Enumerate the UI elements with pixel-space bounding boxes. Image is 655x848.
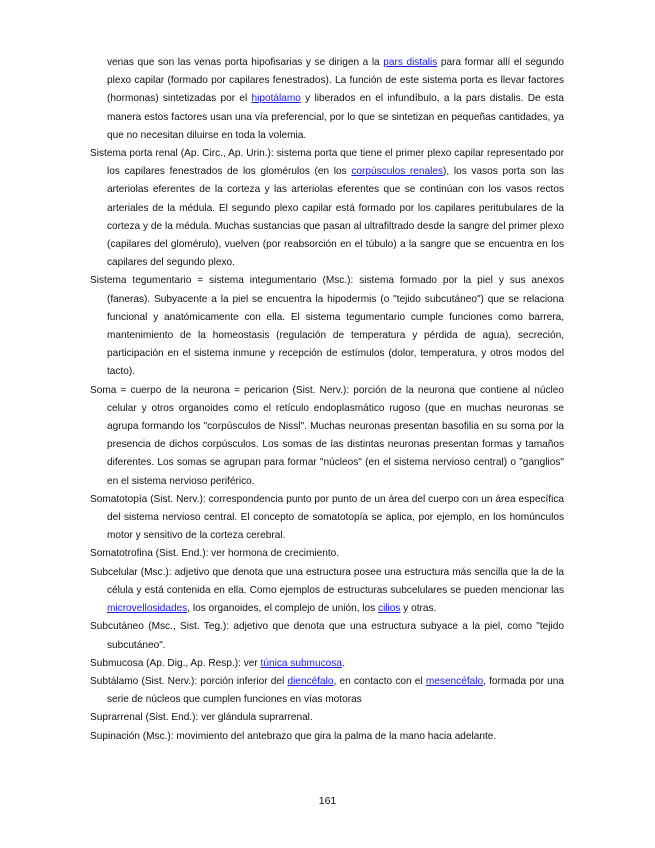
entry-text: Suprarrenal (Sist. End.): ver glándula suprarrenal. <box>90 712 313 724</box>
entry-text: Subtálamo (Sist. Nerv.): porción inferior del <box>90 675 288 687</box>
glossary-entry <box>90 655 564 673</box>
glossary-link[interactable]: hipotálamo <box>251 93 301 105</box>
glossary-entry <box>90 728 564 746</box>
glossary-link[interactable]: diencéfalo <box>287 675 334 687</box>
entry-text: . <box>341 657 345 669</box>
entry-text: Sistema porta renal (Ap. Circ., Ap. Urin.): sistema porta que tiene el primer plexo capilar representado por los capilares fenestrados de los glomérulos (en los <box>90 148 564 178</box>
glossary-entry <box>90 272 564 381</box>
entry-text: y liberados en el infundíbulo, a la pars distalis. De esta manera estos factores usan una vía preferencial, por lo que se sintetizan en pequeñas cantidades, ya que no necesitan diluirse en toda la volemia. <box>107 93 564 141</box>
entry-text: Soma = cuerpo de la neurona = pericarion (Sist. Nerv.): porción de la neurona que contiene al núcleo celular y otros organoides como el retículo endoplasmático rugoso (que en muchas neuronas se agrupa formando los "corpúsculos de Nissl". Muchas neuronas presentan basofilia en su soma por la presencia de dichos corpúsculos. Los somas de las distintas neuronas presentan formas y tamaños diferentes. Los somas se agrupan para formar "núcleos" (en el sistema nervioso central) o "ganglios" en el sistema nervioso periférico. <box>90 384 564 487</box>
entry-text: Somatotrofina (Sist. End.): ver hormona de crecimiento. <box>90 548 340 560</box>
glossary-entry <box>90 145 564 272</box>
glossary-link[interactable]: cilios <box>378 603 401 615</box>
entry-text: , los organoides, el complejo de unión, los <box>187 603 379 615</box>
entry-text: Somatotopía (Sist. Nerv.): correspondencia punto por punto de un área del cuerpo con un área específica del sistema nervioso central. El concepto de somatotopía se aplica, por ejemplo, en los homúnculos motor y sensitivo de la corteza cerebral. <box>90 493 564 542</box>
entry-text: para formar allí el segundo plexo capilar (formado por capilares fenestrados). La función de este sistema porta es llevar factores (hormonas) sintetizadas por el <box>107 57 565 105</box>
glossary-entry <box>90 491 564 546</box>
glossary-link[interactable]: corpúsculos renales <box>351 166 444 178</box>
glossary-entry <box>90 673 564 709</box>
glossary-content <box>90 54 564 746</box>
glossary-link[interactable]: pars distalis <box>383 57 438 68</box>
glossary-entry <box>90 709 564 727</box>
entry-text: Subcutáneo (Msc., Sist. Teg.): adjetivo que denota que una estructura subyace a la piel, como "tejido subcutáneo". <box>90 621 564 651</box>
entry-text: Sistema tegumentario = sistema integumentario (Msc.): sistema formado por la piel y sus anexos (faneras). Subyacente a la piel se encuentra la hipodermis (o "tejido subcutáneo") que se relaciona funcional y anatómicamente con ella. El sistema tegumentario cumple funciones como barrera, mantenimiento de la homeostasis (regulación de temperatura y pérdida de agua), secreción, participación en el sistema inmune y recepción de estímulos (dolor, temperatura, y otros modos del tacto). <box>90 275 564 378</box>
glossary-entry-continuation <box>107 54 564 145</box>
glossary-entry <box>90 545 564 563</box>
entry-text: , en contacto con el <box>333 675 426 687</box>
entry-text: Subcelular (Msc.): adjetivo que denota que una estructura posee una estructura más sencilla que la de la célula y está contenida en ella. Como ejemplos de estructuras subcelulares se pueden mencionar las <box>90 566 564 596</box>
entry-text: y otras. <box>400 603 437 615</box>
glossary-entry <box>90 382 564 491</box>
page-number: 161 <box>318 795 337 807</box>
entry-text: venas que son las venas porta hipofisarias y se dirigen a la <box>107 57 384 68</box>
glossary-link[interactable]: microvellosidades <box>107 603 188 615</box>
glossary-entry <box>90 618 564 654</box>
glossary-link[interactable]: mesencéfalo <box>425 675 484 687</box>
glossary-link[interactable]: túnica submucosa <box>260 657 342 669</box>
entry-text: , formada por una serie de núcleos que cumplen funciones en vías motoras <box>107 675 564 706</box>
entry-text: ), los vasos porta son las arteriolas eferentes de la corteza y las arteriolas eferentes que se continúan con los vasos rectos arteriales de la médula. El segundo plexo capilar está formado por los capilares peritubulares de la corteza y de la médula. Muchas sustancias que pasan al ultrafiltrado desde la sangre del primer plexo (capilares del glomérulo), vuelven (por reabsorción en el túbulo) a la sangre que se encuentra en los capilares del segundo plexo. <box>107 166 564 269</box>
entry-text: Supinación (Msc.): movimiento del antebrazo que gira la palma de la mano hacia adelante. <box>90 730 497 742</box>
entry-text: Submucosa (Ap. Dig., Ap. Resp.): ver <box>90 657 261 669</box>
glossary-entry <box>90 564 564 619</box>
